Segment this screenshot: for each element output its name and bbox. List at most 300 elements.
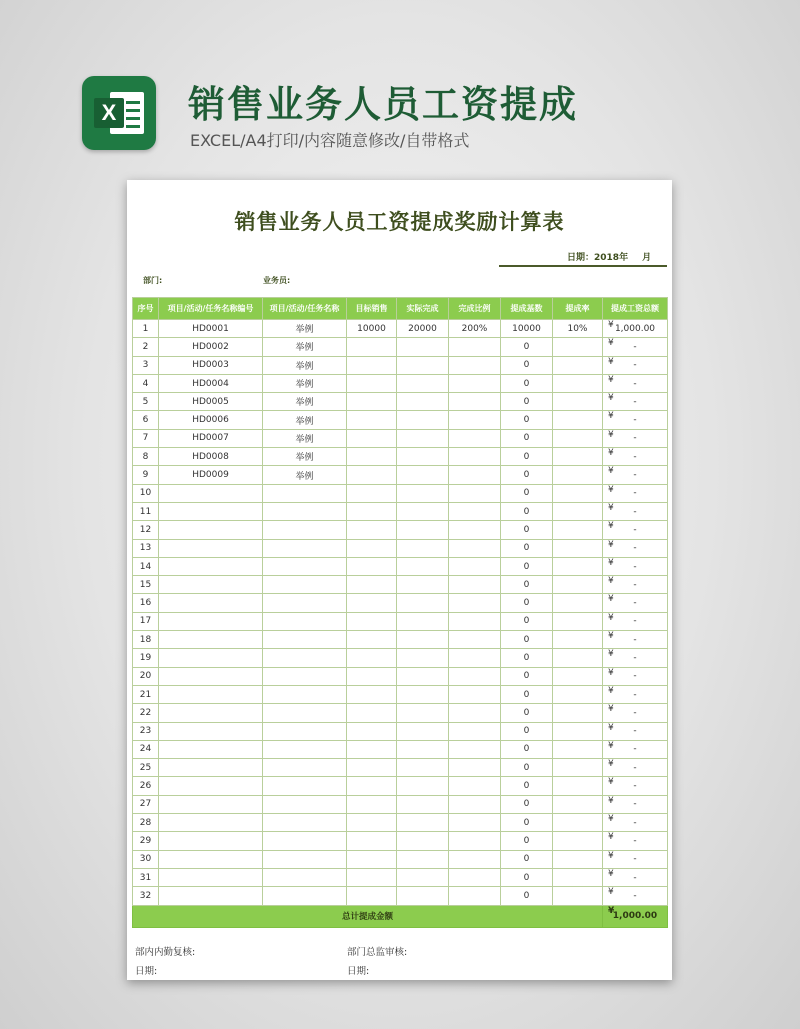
currency-symbol: ¥ [608, 612, 614, 623]
cell-name [263, 667, 347, 685]
total-value: - [633, 524, 637, 535]
table-row [133, 429, 668, 447]
cell-rate [553, 338, 603, 356]
cell-base: 0 [501, 576, 553, 594]
cell-base: 0 [501, 502, 553, 520]
column-header: 提成基数 [501, 298, 553, 320]
cell-code [159, 484, 263, 502]
cell-base: 0 [501, 484, 553, 502]
cell-no: 23 [133, 722, 159, 740]
cell-actual [397, 521, 449, 539]
cell-name [263, 777, 347, 795]
cell-name [263, 832, 347, 850]
column-header: 实际完成 [397, 298, 449, 320]
cell-target [347, 502, 397, 520]
cell-no: 15 [133, 576, 159, 594]
cell-ratio [449, 685, 501, 703]
cell-code [159, 631, 263, 649]
cell-base: 10000 [501, 320, 553, 338]
total-value: - [633, 543, 637, 554]
cell-name [263, 484, 347, 502]
cell-target [347, 814, 397, 832]
date-year: 2018年 [594, 253, 629, 263]
cell-base: 0 [501, 466, 553, 484]
currency-symbol: ¥ [608, 557, 614, 568]
table-row [133, 539, 668, 557]
cell-total [603, 374, 668, 392]
table-row [133, 814, 668, 832]
currency-symbol: ¥ [608, 777, 614, 788]
table-row [133, 850, 668, 868]
column-header: 项目/活动/任务名称编号 [159, 298, 263, 320]
cell-code [159, 795, 263, 813]
cell-code: HD0001 [159, 320, 263, 338]
cell-base: 0 [501, 411, 553, 429]
total-value: - [633, 378, 637, 389]
cell-base: 0 [501, 667, 553, 685]
table-row [133, 521, 668, 539]
cell-total [603, 557, 668, 575]
cell-rate [553, 557, 603, 575]
cell-base: 0 [501, 759, 553, 777]
cell-no: 21 [133, 685, 159, 703]
cell-actual [397, 557, 449, 575]
cell-no: 12 [133, 521, 159, 539]
cell-name [263, 612, 347, 630]
cell-name: 举例 [263, 374, 347, 392]
cell-total [603, 722, 668, 740]
table-row [133, 356, 668, 374]
cell-ratio [449, 356, 501, 374]
cell-target [347, 649, 397, 667]
cell-actual [397, 814, 449, 832]
total-value: - [633, 762, 637, 773]
cell-actual [397, 631, 449, 649]
table-row [133, 759, 668, 777]
currency-symbol: ¥ [608, 795, 614, 806]
cell-total [603, 777, 668, 795]
cell-name [263, 722, 347, 740]
table-header-row [133, 298, 668, 320]
cell-total [603, 631, 668, 649]
currency-symbol: ¥ [608, 521, 614, 532]
cell-no: 5 [133, 393, 159, 411]
cell-name [263, 649, 347, 667]
cell-no: 11 [133, 502, 159, 520]
cell-base: 0 [501, 539, 553, 557]
cell-no: 7 [133, 429, 159, 447]
column-header: 目标销售 [347, 298, 397, 320]
cell-target [347, 832, 397, 850]
cell-code: HD0005 [159, 393, 263, 411]
cell-total [603, 320, 668, 338]
cell-code [159, 722, 263, 740]
total-value: - [633, 616, 637, 627]
cell-no: 16 [133, 594, 159, 612]
cell-ratio [449, 795, 501, 813]
cell-target [347, 411, 397, 429]
cell-total [603, 832, 668, 850]
cell-actual [397, 484, 449, 502]
cell-actual [397, 612, 449, 630]
cell-actual [397, 667, 449, 685]
cell-rate [553, 521, 603, 539]
table-row [133, 795, 668, 813]
cell-base: 0 [501, 722, 553, 740]
cell-name [263, 759, 347, 777]
cell-target [347, 850, 397, 868]
total-value: - [633, 634, 637, 645]
cell-ratio [449, 521, 501, 539]
cell-code [159, 557, 263, 575]
document-paper [127, 180, 672, 980]
page-title: 销售业务人员工资提成 [188, 83, 578, 126]
cell-base: 0 [501, 887, 553, 905]
cell-total [603, 814, 668, 832]
cell-rate [553, 814, 603, 832]
cell-code: HD0008 [159, 448, 263, 466]
cell-target [347, 868, 397, 886]
cell-no: 2 [133, 338, 159, 356]
cell-target [347, 539, 397, 557]
cell-no: 1 [133, 320, 159, 338]
cell-no: 20 [133, 667, 159, 685]
cell-total [603, 502, 668, 520]
cell-rate [553, 868, 603, 886]
table-row [133, 685, 668, 703]
cell-code: HD0002 [159, 338, 263, 356]
cell-actual [397, 539, 449, 557]
cell-total [603, 759, 668, 777]
cell-ratio: 200% [449, 320, 501, 338]
total-value: - [633, 488, 637, 499]
cell-base: 0 [501, 631, 553, 649]
cell-rate [553, 576, 603, 594]
cell-name [263, 868, 347, 886]
total-value: - [633, 726, 637, 737]
cell-code [159, 832, 263, 850]
cell-actual [397, 374, 449, 392]
cell-ratio [449, 502, 501, 520]
total-value: - [633, 854, 637, 865]
cell-no: 19 [133, 649, 159, 667]
cell-rate [553, 777, 603, 795]
cell-total [603, 429, 668, 447]
cell-total [603, 704, 668, 722]
director-date-label: 日期: [347, 966, 370, 977]
cell-rate [553, 448, 603, 466]
cell-base: 0 [501, 704, 553, 722]
cell-total [603, 649, 668, 667]
cell-code [159, 850, 263, 868]
currency-symbol: ¥ [608, 704, 614, 715]
cell-name [263, 631, 347, 649]
cell-target [347, 484, 397, 502]
cell-base: 0 [501, 832, 553, 850]
cell-ratio [449, 814, 501, 832]
cell-code: HD0003 [159, 356, 263, 374]
total-value: - [633, 817, 637, 828]
cell-total [603, 685, 668, 703]
cell-name: 举例 [263, 338, 347, 356]
cell-name [263, 850, 347, 868]
cell-ratio [449, 850, 501, 868]
currency-symbol: ¥ [608, 539, 614, 550]
cell-name [263, 502, 347, 520]
cell-target [347, 740, 397, 758]
cell-code [159, 539, 263, 557]
cell-name [263, 795, 347, 813]
table-row [133, 777, 668, 795]
cell-code [159, 704, 263, 722]
cell-actual [397, 850, 449, 868]
currency-symbol: ¥ [608, 356, 614, 367]
cell-rate [553, 887, 603, 905]
cell-name [263, 704, 347, 722]
cell-target [347, 667, 397, 685]
cell-code [159, 777, 263, 795]
currency-symbol: ¥ [608, 740, 614, 751]
director-review-label: 部门总监审核: [347, 947, 408, 958]
cell-actual [397, 576, 449, 594]
cell-rate [553, 356, 603, 374]
cell-code [159, 576, 263, 594]
cell-rate [553, 539, 603, 557]
cell-rate [553, 759, 603, 777]
review-date-label: 日期: [135, 966, 158, 977]
cell-base: 0 [501, 850, 553, 868]
cell-name [263, 521, 347, 539]
cell-name [263, 887, 347, 905]
cell-code [159, 612, 263, 630]
currency-symbol: ¥ [608, 868, 614, 879]
cell-code [159, 868, 263, 886]
cell-ratio [449, 576, 501, 594]
cell-base: 0 [501, 429, 553, 447]
total-value: - [633, 671, 637, 682]
cell-base: 0 [501, 649, 553, 667]
total-label: 总计提成金额 [133, 905, 603, 927]
cell-ratio [449, 868, 501, 886]
cell-base: 0 [501, 557, 553, 575]
column-header: 提成率 [553, 298, 603, 320]
cell-name: 举例 [263, 466, 347, 484]
cell-no: 26 [133, 777, 159, 795]
cell-ratio [449, 466, 501, 484]
currency-symbol: ¥ [608, 594, 614, 605]
currency-symbol: ¥ [608, 667, 614, 678]
cell-code [159, 685, 263, 703]
table-row [133, 448, 668, 466]
cell-actual [397, 338, 449, 356]
total-value: - [633, 415, 637, 426]
total-value: - [633, 689, 637, 700]
currency-symbol: ¥ [608, 649, 614, 660]
cell-target [347, 521, 397, 539]
cell-actual [397, 411, 449, 429]
cell-name: 举例 [263, 393, 347, 411]
cell-rate [553, 649, 603, 667]
cell-total [603, 411, 668, 429]
cell-actual [397, 466, 449, 484]
cell-base: 0 [501, 795, 553, 813]
cell-ratio [449, 722, 501, 740]
cell-actual [397, 448, 449, 466]
total-value: - [633, 890, 637, 901]
cell-total [603, 594, 668, 612]
table-row [133, 667, 668, 685]
cell-code: HD0006 [159, 411, 263, 429]
total-value: - [633, 707, 637, 718]
cell-rate [553, 722, 603, 740]
document-title: 销售业务人员工资提成奖励计算表 [234, 210, 565, 234]
currency-symbol: ¥ [608, 814, 614, 825]
cell-base: 0 [501, 594, 553, 612]
cell-ratio [449, 594, 501, 612]
currency-symbol: ¥ [608, 576, 614, 587]
cell-no: 25 [133, 759, 159, 777]
table-row [133, 502, 668, 520]
total-amount-cell [603, 905, 668, 927]
cell-actual [397, 356, 449, 374]
date-label: 日期： [567, 253, 595, 263]
cell-ratio [449, 393, 501, 411]
cell-target [347, 887, 397, 905]
cell-base: 0 [501, 338, 553, 356]
cell-name [263, 740, 347, 758]
cell-target [347, 704, 397, 722]
cell-ratio [449, 411, 501, 429]
currency-symbol: ¥ [608, 502, 614, 513]
total-value: - [633, 506, 637, 517]
table-row [133, 338, 668, 356]
cell-total [603, 393, 668, 411]
cell-no: 28 [133, 814, 159, 832]
cell-code [159, 521, 263, 539]
cell-rate: 10% [553, 320, 603, 338]
table-row [133, 320, 668, 338]
total-value: - [633, 744, 637, 755]
cell-actual [397, 429, 449, 447]
cell-actual [397, 777, 449, 795]
column-header: 项目/活动/任务名称 [263, 298, 347, 320]
total-value: - [633, 433, 637, 444]
cell-total [603, 484, 668, 502]
cell-code [159, 667, 263, 685]
currency-symbol: ¥ [608, 832, 614, 843]
table-row [133, 612, 668, 630]
currency-symbol: ¥ [608, 905, 615, 916]
cell-no: 8 [133, 448, 159, 466]
column-header: 序号 [133, 298, 159, 320]
cell-name: 举例 [263, 429, 347, 447]
cell-no: 17 [133, 612, 159, 630]
cell-total [603, 887, 668, 905]
date-underline [499, 265, 667, 267]
cell-actual [397, 868, 449, 886]
cell-ratio [449, 448, 501, 466]
cell-name: 举例 [263, 448, 347, 466]
table-row [133, 411, 668, 429]
cell-ratio [449, 374, 501, 392]
table-row [133, 722, 668, 740]
currency-symbol: ¥ [608, 393, 614, 404]
cell-target [347, 557, 397, 575]
cell-ratio [449, 484, 501, 502]
cell-base: 0 [501, 521, 553, 539]
cell-base: 0 [501, 356, 553, 374]
cell-rate [553, 704, 603, 722]
cell-no: 27 [133, 795, 159, 813]
total-row [133, 905, 668, 927]
cell-rate [553, 667, 603, 685]
cell-base: 0 [501, 814, 553, 832]
total-value: - [633, 579, 637, 590]
cell-base: 0 [501, 868, 553, 886]
salesman-label: 业务员: [263, 276, 291, 285]
total-value: - [633, 470, 637, 481]
cell-base: 0 [501, 393, 553, 411]
cell-rate [553, 466, 603, 484]
cell-code [159, 649, 263, 667]
total-value: 1,000.00 [614, 323, 656, 334]
cell-no: 31 [133, 868, 159, 886]
department-label: 部门: [143, 276, 163, 285]
cell-target [347, 393, 397, 411]
cell-base: 0 [501, 777, 553, 795]
cell-target [347, 466, 397, 484]
cell-name [263, 557, 347, 575]
cell-rate [553, 612, 603, 630]
cell-total [603, 868, 668, 886]
cell-total [603, 539, 668, 557]
cell-ratio [449, 832, 501, 850]
cell-rate [553, 374, 603, 392]
cell-rate [553, 685, 603, 703]
cell-code: HD0007 [159, 429, 263, 447]
page-subtitle: EXCEL/A4打印/内容随意修改/自带格式 [190, 131, 470, 150]
cell-actual [397, 502, 449, 520]
cell-code [159, 740, 263, 758]
cell-actual [397, 594, 449, 612]
table-row [133, 704, 668, 722]
table-row [133, 557, 668, 575]
table-row [133, 576, 668, 594]
date-field [567, 250, 651, 263]
cell-target [347, 374, 397, 392]
cell-rate [553, 594, 603, 612]
currency-symbol: ¥ [608, 411, 614, 422]
cell-total [603, 576, 668, 594]
table-row [133, 393, 668, 411]
total-value: - [633, 396, 637, 407]
cell-ratio [449, 338, 501, 356]
cell-no: 22 [133, 704, 159, 722]
cell-ratio [449, 612, 501, 630]
cell-ratio [449, 429, 501, 447]
cell-actual [397, 704, 449, 722]
cell-actual [397, 685, 449, 703]
cell-code [159, 887, 263, 905]
cell-actual [397, 649, 449, 667]
column-header: 提成工资总额 [603, 298, 668, 320]
cell-actual [397, 759, 449, 777]
cell-no: 10 [133, 484, 159, 502]
table-row [133, 466, 668, 484]
cell-name [263, 594, 347, 612]
internal-review-label: 部内内勤复核: [135, 947, 196, 958]
cell-name [263, 576, 347, 594]
